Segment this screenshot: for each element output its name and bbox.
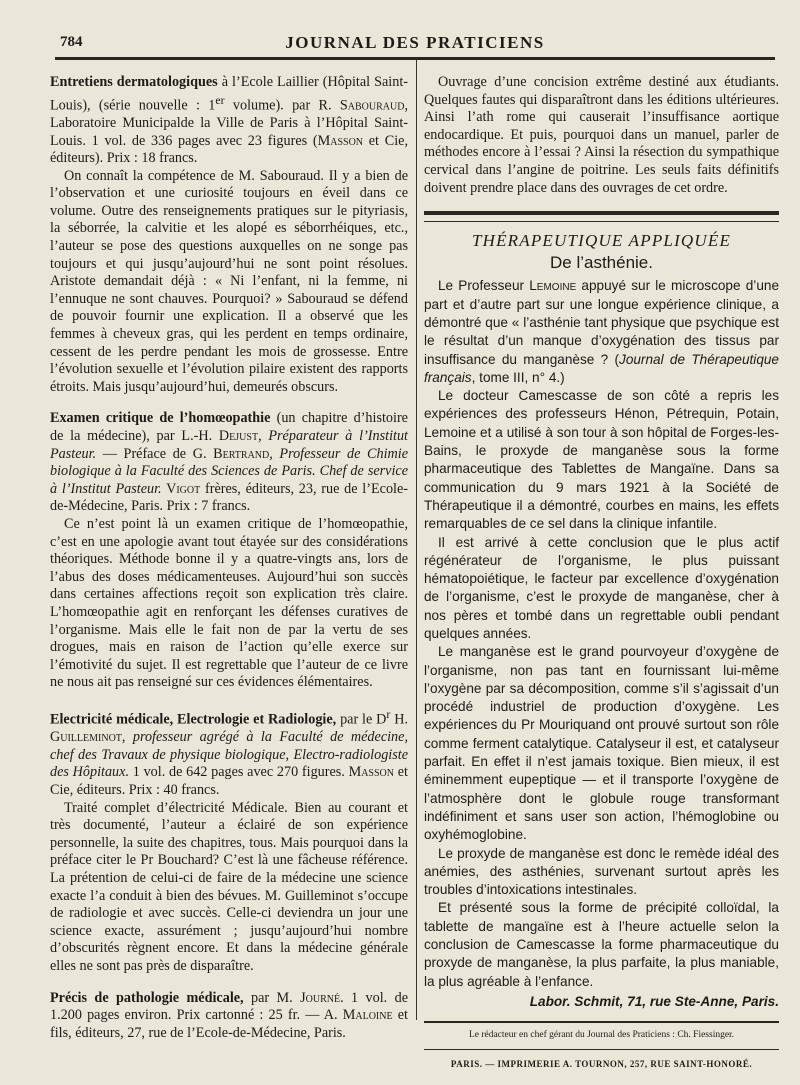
editor-note: Le rédacteur en chef gérant du Journal des Praticiens : Ch. Fiessinger. [468,1030,735,1041]
signature: Labor. Schmit, 71, rue Ste-Anne, Paris. [529,993,779,1009]
review-text: Ce n’est point là un examen critique de l’homœopathie, c’est en une apologie avant tout étayée sur des considérations théoriques. Méthode bonne il y a quatre-vingts ans, lors de l’abus des doses médicamenteuses. Aujourd’hui son succès dans certaines affections reçoit son explication très claire. L’homœopathie agit en renforçant les défenses curatives de l’organisme. Mais elle le fait non de par la vertu de ses drogues, mais en raison de l’action qu’elle exerce sur l’émotivité du sujet. Il est regrettable que l’auteur de ce livre ne nous ait pas renseigné sur ces évidences élémentaires. [50,515,408,691]
author-name: Bertrand [213,445,270,462]
footer-rule-thin [424,1049,779,1050]
section-rule-thin [424,221,779,222]
review-citation: Précis de pathologie médicale, par M. Journé. 1 vol. de 1.200 pages environ. Prix cartonné : 25 fr. — A. Maloine et fils, éditeurs, 27, rue de l’Ecole-de-Médecine, Paris. [50,989,408,1041]
review-text: Traité complet d’électricité Médicale. Bien au courant et très documenté, l’auteur a éclairé de son expérience personnelle, la suite des chapitres, tous. Mais pourquoi dans la préface citer le Pr Bouchard? C’est là une fâcheuse référence. La prétention de celui-ci de faire de la médecine une science exacte l’a conduit à bien des bévues. M. Guilleminot s’occupe de radiologie et avec succès. Celle-ci deviendra un jour une science exacte, assurément ; jusqu’aujourd’hui nombre d’obscurités règnent encore. Et dans la médecine générale elles ne sont pas près de disparaître. [50,799,408,974]
author-name: Guilleminot [50,729,122,746]
article-paragraph: Et présenté sous la forme de précipité colloïdal, la tablette de mangaïne est à l’heure actuelle selon la conclusion de Camescasse la forme pharmaceutique du proxyde de manganèse, la plus parfaite, la plus maniable, la plus agréable à l’enfance. [424,900,779,989]
publisher-name: Maloine [342,1007,393,1024]
article-body [424,277,779,1011]
review-heading: Examen critique de l’homœopathie [50,410,271,427]
publisher-name: Vigot [161,480,201,497]
printer-imprint: PARIS. — IMPRIMERIE A. TOURNON, 257, RUE SAINT-HONORÉ. [450,1059,753,1070]
article-paragraph: Le Professeur Lemoine appuyé sur le microscope d’une part et d’autre part sur une longue expérience clinique, a démontré que « l’asthénie tant physique que psychique est le résultat d’un manque d’oxygénation des tissus par insuffisance du manganèse ? (Journal de Thérapeutique français, tome III, n° 4.) [424,278,780,385]
article-paragraph: Le manganèse est le grand pourvoyeur d’oxygène de l’organisme, non pas tant en fournissant lui-même l’oxygène par sa décomposition, comme s’il s’agissait d’un procédé industriel de production d’oxygène. Les expériences du Pr Mouriquand ont prouvé surtout son rôle comme ferment catalytique. Catalyseur il est, et catalyseur parfait. En effet il n’est jamais toxique. Bien mieux, il est éminemment eupeptique — et il transporte l’oxygène de l’atmosphère dont le globule rouge transformant indéfiniment et sans user son action, l’hémoglobine ou oxyhémoglobine. [424,644,779,843]
journal-title: JOURNAL DES PRATICIENS [285,33,545,52]
review-heading: Electricité médicale, Electrologie et Radiologie, [50,711,337,728]
running-header [60,30,770,54]
review-text: On connaît la compétence de M. Sabouraud. Il y a bien de l’observation et une curiosité toujours en éveil dans ce volume. Outre des renseignements pratiques sur le pityriasis, la séborrée, la calvitie et les alopé es séborrhéiques, etc., l’auteur se pose des questions auxquelles on ne songe pas toujours et qui jusqu’aujourd’hui ne sont point résolues. Aristote demandait déjà : « Ni l’enfant, ni la femme, ni l’ennuque ne sont chauves. Pourquoi? » Sabouraud se défend de pouvoir fournir une explication. Il a observé que les femmes à cheveux gras, qui les perdent en temps ordinaire, cessent de les perdre pendant les mois de grossesse. Entre l’évolution sexuelle et l’évolution pilaire existent des rapports étroits. Mais jusqu’aujourd’hui, demeurés obscurs. [50,167,408,395]
review-heading: Entretiens dermatologiques [50,74,218,90]
review-continuation: Ouvrage d’une concision extrême destiné aux étudiants. Quelques fautes qui disparaîtront dans les éditions ultérieures. Ainsi l’ath rome qui causerait l’insuffisance aortique endocardique. Et puis, pourquoi dans un manuel, parler de méthodes encore à l’essai ? Ainsi la résection du sympathique cervical dans l’angine de poitrine. Les seuls faits définitifs doivent prendre place dans des ouvrages de cet ordre. [424,74,779,196]
review-heading: Précis de pathologie médicale, [50,989,244,1006]
review-citation: Entretiens dermatologiques à l’Ecole Laillier (Hôpital Saint-Louis), (série nouvelle : 1er volume). par R. Sabouraud, Laboratoire Municipalde la Ville de Paris à l’Hôpital Saint-Louis. 1 vol. de 336 pages avec 23 figures (Masson et Cie, éditeurs). Prix : 18 francs. [50,74,408,167]
author-name: Dejust [218,428,259,445]
header-rule [55,57,775,60]
book-review-dermatologie [50,74,408,396]
author-name: Journé [300,989,341,1006]
publisher-name: Masson [348,764,394,781]
article-paragraph: Le docteur Camescasse de son côté a repris les expériences des professeurs Hénon, Pétrequin, Potain, Lemoine et a utilisé à son tour à son hôpital de Forges-les-Bains, le proxyde de manganèse sous la forme pharmaceutique des Tablettes de Mangaïne. Dans sa communication du 9 mars 1921 à la Société de Thérapeutique il a démontré, courbes en mains, les effets remarquables de ce sel dans la clinique infantile. [424,388,779,532]
left-column [50,74,408,1056]
book-review-electricite [50,706,408,976]
review-citation: Electricité médicale, Electrologie et Radiologie, par le $D^r$ H. Guilleminot, professeur agrégé à la Faculté de médecine, chef des Travaux de physique biologique, Electro-radiologiste des Hôpitaux. 1 vol. de 642 pages avec 270 figures. Masson et Cie, éditeurs. Prix : 40 francs. [50,706,409,799]
right-column [424,74,779,1074]
section-title: THÉRAPEUTIQUE APPLIQUÉE [471,231,732,251]
article-title: De l’asthénie. [549,252,653,272]
article-paragraph: Le proxyde de manganèse est donc le remède idéal des anémies, des asthénies, survenant surtout après les troubles d’intoxications intestinales. [424,845,779,898]
article-paragraph: Il est arrivé à cette conclusion que le plus actif régénérateur de l’organisme, le plus puissant hématopoiétique, le facteur par excellence d’oxygénation de l’organisme, c’est le proxyde de manganèse, cher à nos pères et tombé dans un regrettable oubli pendant quelques années. [424,534,779,641]
column-divider [416,60,417,1020]
journal-reference: Journal de Thérapeutique français [424,351,779,385]
book-review-homeopathie [50,410,408,692]
author-name: Lemoine [529,278,577,294]
footer-rule [424,1021,779,1023]
review-citation: Examen critique de l’homœopathie (un chapitre d’histoire de la médecine), par L.-H. Dejust, Préparateur à l’Institut Pasteur. — Préface de G. Bertrand, Professeur de Chimie biologique à la Faculté des Sciences de Paris. Chef de service à l’Institut Pasteur. Vigot frères, éditeurs, 23, rue de l’Ecole-de-Médecine, Paris. Prix : 7 francs. [50,410,408,515]
section-rule [424,211,779,215]
author-name: Sabouraud [339,97,405,114]
publisher-name: Masson [317,132,364,149]
book-review-pathologie [50,990,408,1043]
page-number: 784 [60,34,83,50]
